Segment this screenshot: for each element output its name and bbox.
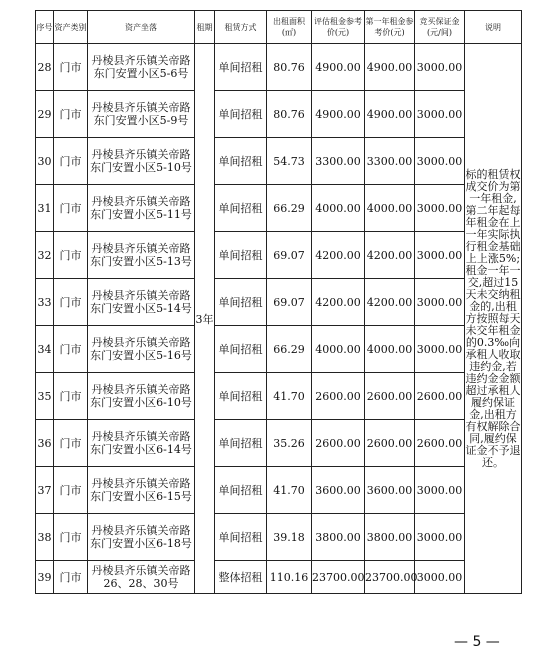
row-number: 35 [36,373,54,420]
row-rent-method: 单间招租 [215,514,267,561]
row-number: 32 [36,232,54,279]
row-first-year-price: 4000.00 [365,326,415,373]
row-deposit: 3000.00 [415,279,465,326]
row-category: 门市 [54,514,88,561]
row-deposit: 3000.00 [415,561,465,594]
row-first-year-price: 4000.00 [365,185,415,232]
row-location: 丹棱县齐乐镇关帝路东门安置小区5-16号 [88,326,195,373]
row-area: 66.29 [267,185,312,232]
row-area: 41.70 [267,373,312,420]
row-eval-price: 3600.00 [312,467,365,514]
row-first-year-price: 3800.00 [365,514,415,561]
row-rent-method: 单间招租 [215,420,267,467]
table-body [36,44,522,594]
row-deposit: 3000.00 [415,326,465,373]
row-rent-method: 整体招租 [215,561,267,594]
header-category: 资产类别 [54,11,88,44]
header-area: 出租面积(㎡) [267,11,312,44]
row-eval-price: 2600.00 [312,373,365,420]
row-number: 37 [36,467,54,514]
row-category: 门市 [54,44,88,91]
row-location: 丹棱县齐乐镇关帝路东门安置小区6-14号 [88,420,195,467]
row-rent-method: 单间招租 [215,326,267,373]
term-cell: 3年 [195,44,215,594]
header-eval-price: 评估租金参考价(元) [312,11,365,44]
row-deposit: 3000.00 [415,467,465,514]
row-first-year-price: 4900.00 [365,44,415,91]
header-row [36,11,522,44]
row-deposit: 3000.00 [415,138,465,185]
page-number: — 5 — [454,634,500,650]
row-area: 80.76 [267,91,312,138]
row-category: 门市 [54,326,88,373]
row-deposit: 3000.00 [415,232,465,279]
row-area: 41.70 [267,467,312,514]
row-deposit: 2600.00 [415,420,465,467]
row-category: 门市 [54,373,88,420]
row-eval-price: 3300.00 [312,138,365,185]
row-rent-method: 单间招租 [215,138,267,185]
row-location: 丹棱县齐乐镇关帝路东门安置小区6-10号 [88,373,195,420]
table-row [36,279,522,326]
row-first-year-price: 4200.00 [365,279,415,326]
row-first-year-price: 3300.00 [365,138,415,185]
row-eval-price: 2600.00 [312,420,365,467]
row-category: 门市 [54,279,88,326]
row-deposit: 3000.00 [415,44,465,91]
row-category: 门市 [54,138,88,185]
row-category: 门市 [54,185,88,232]
row-category: 门市 [54,91,88,138]
row-area: 66.29 [267,326,312,373]
row-location: 丹棱县齐乐镇关帝路东门安置小区6-15号 [88,467,195,514]
row-category: 门市 [54,232,88,279]
header-no: 序号 [36,11,54,44]
row-category: 门市 [54,561,88,594]
table-row [36,514,522,561]
row-area: 54.73 [267,138,312,185]
row-deposit: 3000.00 [415,514,465,561]
row-area: 35.26 [267,420,312,467]
table-row [36,91,522,138]
row-eval-price: 4200.00 [312,279,365,326]
row-number: 39 [36,561,54,594]
table-row [36,138,522,185]
table-row [36,561,522,594]
table-row [36,373,522,420]
row-number: 30 [36,138,54,185]
row-location: 丹棱县齐乐镇关帝路东门安置小区5-9号 [88,91,195,138]
row-rent-method: 单间招租 [215,232,267,279]
row-location: 丹棱县齐乐镇关帝路东门安置小区6-18号 [88,514,195,561]
row-location: 丹棱县齐乐镇关帝路26、28、30号 [88,561,195,594]
row-number: 36 [36,420,54,467]
row-location: 丹棱县齐乐镇关帝路东门安置小区5-11号 [88,185,195,232]
row-number: 28 [36,44,54,91]
row-location: 丹棱县齐乐镇关帝路东门安置小区5-14号 [88,279,195,326]
row-area: 110.16 [267,561,312,594]
row-rent-method: 单间招租 [215,44,267,91]
row-number: 29 [36,91,54,138]
table-row [36,185,522,232]
row-area: 69.07 [267,279,312,326]
row-rent-method: 单间招租 [215,185,267,232]
row-rent-method: 单间招租 [215,467,267,514]
header-location: 资产坐落 [88,11,195,44]
row-rent-method: 单间招租 [215,373,267,420]
row-deposit: 3000.00 [415,185,465,232]
row-number: 33 [36,279,54,326]
row-location: 丹棱县齐乐镇关帝路东门安置小区5-6号 [88,44,195,91]
table-row [36,232,522,279]
row-number: 31 [36,185,54,232]
header-term: 租期 [195,11,215,44]
note-cell: 标的租赁权成交价为第一年租金,第二年起每年租金在上一年实际执行租金基础上上涨5%;租金一年一交,超过15天未交纳租金的,出租方按照每天未交年租金的0.3‰向承租人收取违约金,若违约金金额超过承租人履约保证金,出租方有权解除合同,履约保证金不予退还。 [465,44,522,594]
row-deposit: 2600.00 [415,373,465,420]
row-eval-price: 3800.00 [312,514,365,561]
row-first-year-price: 4200.00 [365,232,415,279]
row-area: 69.07 [267,232,312,279]
row-first-year-price: 23700.00 [365,561,415,594]
row-location: 丹棱县齐乐镇关帝路东门安置小区5-13号 [88,232,195,279]
table-row [36,467,522,514]
header-note: 说明 [465,11,522,44]
header-deposit: 竞买保证金(元/间) [415,11,465,44]
row-eval-price: 4900.00 [312,91,365,138]
row-eval-price: 23700.00 [312,561,365,594]
row-area: 80.76 [267,44,312,91]
row-eval-price: 4000.00 [312,185,365,232]
row-category: 门市 [54,467,88,514]
row-first-year-price: 4900.00 [365,91,415,138]
row-first-year-price: 3600.00 [365,467,415,514]
row-eval-price: 4900.00 [312,44,365,91]
row-area: 39.18 [267,514,312,561]
table-row [36,420,522,467]
row-first-year-price: 2600.00 [365,373,415,420]
row-deposit: 3000.00 [415,91,465,138]
header-rent-method: 租赁方式 [215,11,267,44]
header-first-year-price: 第一年租金参考价(元) [365,11,415,44]
row-rent-method: 单间招租 [215,279,267,326]
row-rent-method: 单间招租 [215,91,267,138]
row-eval-price: 4000.00 [312,326,365,373]
table-row [36,326,522,373]
table-row [36,44,522,91]
row-first-year-price: 2600.00 [365,420,415,467]
lease-table [35,10,522,594]
row-eval-price: 4200.00 [312,232,365,279]
row-category: 门市 [54,420,88,467]
row-number: 34 [36,326,54,373]
row-location: 丹棱县齐乐镇关帝路东门安置小区5-10号 [88,138,195,185]
row-number: 38 [36,514,54,561]
